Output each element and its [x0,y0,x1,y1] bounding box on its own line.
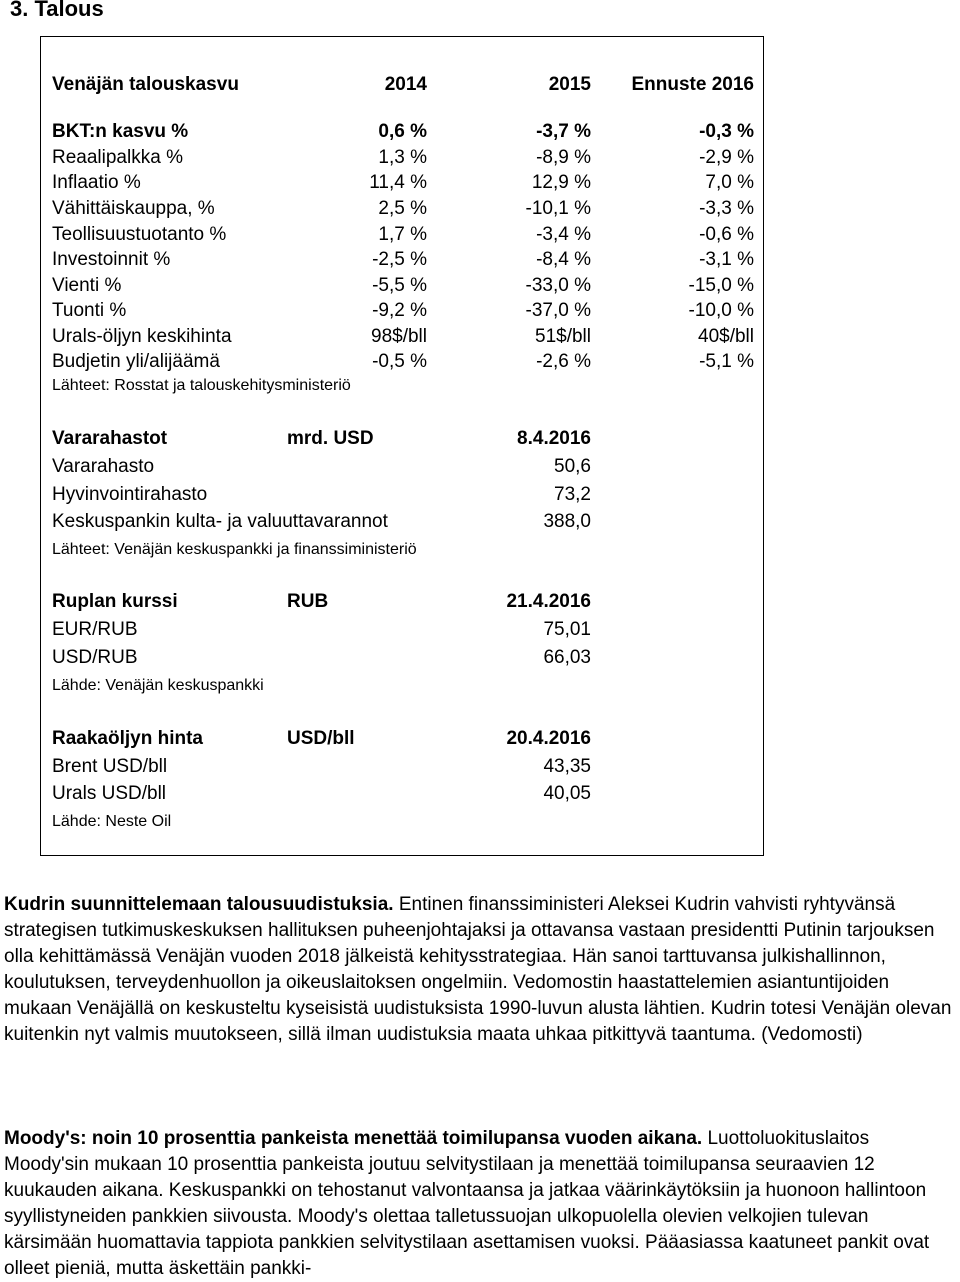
growth-row-value: -0,5 % [372,351,427,372]
ruble-row-label: EUR/RUB [52,619,138,640]
growth-row-value: -10,1 % [525,198,591,219]
reserves-row-label: Vararahasto [52,456,155,477]
economy-summary-box [40,36,764,856]
growth-row-value: 7,0 % [705,172,754,193]
growth-row-value: 2,5 % [378,198,427,219]
growth-row-value: -0,3 % [699,121,754,142]
oil-row-label: Brent USD/bll [52,756,168,777]
reserves-title: Vararahastot [52,428,168,449]
section-title: 3. Talous [10,0,104,21]
article-heading: Moody's: noin 10 prosenttia pankeista menettää toimilupansa vuoden aikana. [4,1128,703,1149]
oil-date: 20.4.2016 [506,728,591,749]
article-moodys [4,1126,954,1282]
growth-row-label: Tuonti % [52,300,127,321]
growth-row-value: 98$/bll [371,326,427,347]
growth-row-value: -3,7 % [536,121,591,142]
growth-row-value: -5,5 % [372,275,427,296]
growth-row-value: 11,4 % [369,172,427,193]
growth-row-value: -2,5 % [372,249,427,270]
growth-row-value: -3,4 % [536,224,591,245]
growth-row-value: -8,9 % [536,147,591,168]
ruble-title: Ruplan kurssi [52,591,178,612]
reserves-row-value: 73,2 [554,484,591,505]
ruble-row-value: 75,01 [543,619,591,640]
growth-row-value: 51$/bll [535,326,591,347]
growth-row-value: -2,9 % [699,147,754,168]
growth-col-2014: 2014 [384,74,427,95]
article-body: Luottoluokituslaitos Moody'sin mukaan 10 prosenttia pankeista joutuu selvitystilaan ja menettää toimilupansa seuraavien 12 kuukauden aikana. Keskuspankki on tehostanut valvontaansa ja jatkaa väärinkäytöksiin ja huonoon hallintoon syyllistyneiden pankkien siivousta. Moody's olettaa talletussuojan ulkopuolella olevien velkojien tulevan kärsimään huomattavia tappiota pankkien selvitystilaan asettamisen vuoksi. Pääasiassa kaatuneet pankit ovat olleet pieniä, mutta äskettäin pankki- [4,1128,930,1279]
reserves-row-value: 388,0 [543,511,591,532]
oil-row-value: 43,35 [543,756,591,777]
oil-row-label: Urals USD/bll [52,783,167,804]
reserves-row-label: Hyvinvointirahasto [52,484,208,505]
article-heading: Kudrin suunnittelemaan talousuudistuksia. [4,894,394,915]
growth-row-value: 12,9 % [531,172,591,193]
oil-source: Lähde: Neste Oil [52,813,172,830]
growth-col-2015: 2015 [548,74,591,95]
growth-row-value: -15,0 % [688,275,754,296]
growth-row-value: -37,0 % [525,300,591,321]
ruble-row-label: USD/RUB [52,647,138,668]
growth-row-value: 1,7 % [378,224,427,245]
growth-row-value: 0,6 % [378,121,427,142]
growth-row-value: -5,1 % [699,351,754,372]
article-kudrin [4,892,954,1048]
growth-row-value: -0,6 % [699,224,754,245]
reserves-row-value: 50,6 [554,456,591,477]
growth-title: Venäjän talouskasvu [52,74,239,95]
growth-row-value: -3,3 % [699,198,754,219]
growth-col-2016: Ennuste 2016 [631,74,754,95]
growth-row-label: Budjetin yli/alijäämä [52,351,220,372]
oil-row-value: 40,05 [543,783,591,804]
reserves-date: 8.4.2016 [517,428,591,449]
ruble-source: Lähde: Venäjän keskuspankki [52,677,264,694]
growth-row-value: 1,3 % [378,147,427,168]
growth-row-value: -3,1 % [699,249,754,270]
growth-row-value: -33,0 % [525,275,591,296]
ruble-date: 21.4.2016 [506,591,591,612]
growth-row-value: -8,4 % [536,249,591,270]
growth-row-value: -9,2 % [372,300,427,321]
ruble-unit: RUB [287,591,329,612]
reserves-unit: mrd. USD [287,428,374,449]
growth-row-label: Teollisuustuotanto % [52,224,227,245]
reserves-source: Lähteet: Venäjän keskuspankki ja finanssiministeriö [52,541,417,558]
growth-row-label: BKT:n kasvu % [52,121,189,142]
growth-source: Lähteet: Rosstat ja talouskehitysministeriö [52,377,351,394]
growth-row-label: Investoinnit % [52,249,171,270]
oil-title: Raakaöljyn hinta [52,728,203,749]
growth-row-value: 40$/bll [698,326,754,347]
growth-row-value: -2,6 % [536,351,591,372]
growth-row-label: Inflaatio % [52,172,141,193]
ruble-row-value: 66,03 [543,647,591,668]
growth-row-label: Urals-öljyn keskihinta [52,326,232,347]
article-body: Entinen finanssiministeri Aleksei Kudrin vahvisti ryhtyvänsä strategisen tutkimuskeskuksen hallituksen puheenjohtajaksi ja ottavansa vastaan presidentti Putinin tarjouksen olla kehittämässä Venäjän vuoden 2018 jälkeistä kehitysstrategiaa. Hän sanoi tarttuvansa julkishallinnon, koulutuksen, terveydenhuollon ja oikeuslaitoksen ongelmiin. Vedomostin haastattelemien asiantuntijoiden mukaan Venäjällä on keskusteltu kyseisistä uudistuksista 1990-luvun alusta lähtien. Kudrin totesi Venäjän olevan kuitenkin nyt valmis muutokseen, sillä ilman uudistuksia maata uhkaa pitkittyvä taantuma. (Vedomosti) [4,894,952,1045]
growth-row-label: Vähittäiskauppa, % [52,198,215,219]
growth-row-label: Reaalipalkka % [52,147,183,168]
growth-row-label: Vienti % [52,275,122,296]
oil-unit: USD/bll [287,728,355,749]
growth-row-value: -10,0 % [688,300,754,321]
reserves-row-label: Keskuspankin kulta- ja valuuttavarannot [52,511,388,532]
